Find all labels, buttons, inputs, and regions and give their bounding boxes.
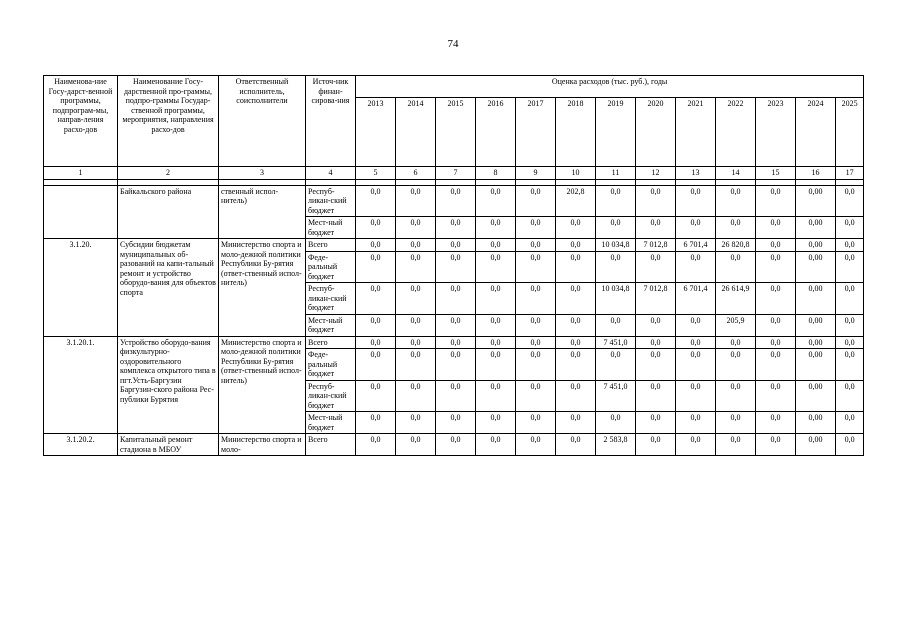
header-year: 2018 xyxy=(556,98,596,167)
row-value: 10 034,8 xyxy=(596,239,636,252)
row-source: Феде-ральный бюджет xyxy=(306,349,356,381)
header-year: 2015 xyxy=(436,98,476,167)
row-value: 0,0 xyxy=(356,251,396,283)
row-value: 0,0 xyxy=(516,239,556,252)
row-value: 0,0 xyxy=(756,349,796,381)
row-value: 0,0 xyxy=(756,336,796,349)
row-value: 202,8 xyxy=(556,185,596,217)
column-number: 10 xyxy=(556,167,596,180)
row-value: 0,0 xyxy=(836,434,864,456)
row-value: 0,0 xyxy=(356,349,396,381)
row-value: 0,0 xyxy=(836,412,864,434)
header-year: 2024 xyxy=(796,98,836,167)
row-value: 0,0 xyxy=(356,380,396,412)
column-numbers-row xyxy=(44,167,864,180)
row-value: 0,0 xyxy=(356,283,396,315)
row-value: 0,00 xyxy=(796,217,836,239)
row-value: 0,0 xyxy=(436,434,476,456)
row-value: 0,0 xyxy=(596,251,636,283)
row-value: 0,0 xyxy=(756,283,796,315)
column-number: 15 xyxy=(756,167,796,180)
row-source: Респуб-ликан-ский бюджет xyxy=(306,283,356,315)
row-value: 0,0 xyxy=(556,412,596,434)
row-value: 0,0 xyxy=(716,380,756,412)
row-value: 0,0 xyxy=(676,412,716,434)
row-value: 0,00 xyxy=(796,412,836,434)
column-number: 13 xyxy=(676,167,716,180)
row-value: 7 012,8 xyxy=(636,283,676,315)
row-value: 0,0 xyxy=(556,283,596,315)
row-value: 0,0 xyxy=(676,314,716,336)
header-year: 2023 xyxy=(756,98,796,167)
row-value: 0,0 xyxy=(836,239,864,252)
row-value: 0,0 xyxy=(396,434,436,456)
row-value: 0,0 xyxy=(556,349,596,381)
header-year: 2020 xyxy=(636,98,676,167)
table-row xyxy=(44,239,864,252)
column-number: 16 xyxy=(796,167,836,180)
budget-table-container xyxy=(43,75,863,456)
row-value: 0,0 xyxy=(636,434,676,456)
row-value: 7 451,0 xyxy=(596,336,636,349)
row-value: 0,00 xyxy=(796,336,836,349)
row-value: 0,0 xyxy=(676,380,716,412)
row-value: 0,00 xyxy=(796,283,836,315)
row-value: 0,0 xyxy=(636,380,676,412)
row-value: 0,0 xyxy=(636,349,676,381)
row-value: 0,0 xyxy=(476,283,516,315)
column-number: 12 xyxy=(636,167,676,180)
table-row xyxy=(44,434,864,456)
header-year: 2017 xyxy=(516,98,556,167)
column-number: 17 xyxy=(836,167,864,180)
row-value: 0,0 xyxy=(716,349,756,381)
row-value: 0,00 xyxy=(796,239,836,252)
row-value: 0,0 xyxy=(756,239,796,252)
row-value: 0,0 xyxy=(676,185,716,217)
header-executor: Ответственный исполнитель, соисполнители xyxy=(219,76,306,167)
row-source: Всего xyxy=(306,239,356,252)
table-row xyxy=(44,185,864,217)
row-value: 0,0 xyxy=(396,217,436,239)
row-value: 0,0 xyxy=(476,349,516,381)
row-value: 0,0 xyxy=(436,251,476,283)
row-value: 0,0 xyxy=(396,380,436,412)
header-estimate: Оценка расходов (тыс. руб.), годы xyxy=(356,76,864,98)
row-source: Всего xyxy=(306,434,356,456)
row-value: 0,0 xyxy=(836,217,864,239)
row-value: 0,0 xyxy=(356,314,396,336)
row-value: 0,0 xyxy=(356,185,396,217)
row-value: 0,0 xyxy=(476,217,516,239)
row-value: 0,0 xyxy=(636,185,676,217)
row-value: 0,0 xyxy=(756,251,796,283)
row-value: 0,0 xyxy=(596,314,636,336)
header-year: 2021 xyxy=(676,98,716,167)
row-value: 0,0 xyxy=(516,217,556,239)
row-code: 3.1.20.1. xyxy=(44,336,118,434)
row-value: 0,0 xyxy=(396,349,436,381)
row-source: Респуб-ликан-ский бюджет xyxy=(306,185,356,217)
header-name: Наименование Госу-дарственной про-граммы, подпро-граммы Государ-ственной программы, мероприятия, направления расхо-дов xyxy=(118,76,219,167)
page-number: 74 xyxy=(447,38,459,50)
row-value: 0,0 xyxy=(396,412,436,434)
row-name: Субсидии бюджетам муниципальных об-разований на капи-тальный ремонт и устройство оборудо-вания для объектов спорта xyxy=(118,239,219,337)
header-year: 2013 xyxy=(356,98,396,167)
table-body xyxy=(44,179,864,456)
row-value: 0,0 xyxy=(516,349,556,381)
row-name: Устройство оборудо-вания физкультурно-оздоровительного комплекса открытого типа в пгт.Усть-Баргузин Баргузин-ского района Рес-публики Бурятия xyxy=(118,336,219,434)
row-value: 0,00 xyxy=(796,380,836,412)
column-number: 14 xyxy=(716,167,756,180)
row-value: 0,0 xyxy=(436,412,476,434)
row-value: 0,0 xyxy=(356,412,396,434)
row-value: 0,0 xyxy=(756,434,796,456)
row-value: 0,0 xyxy=(836,251,864,283)
row-value: 10 034,8 xyxy=(596,283,636,315)
row-value: 0,0 xyxy=(436,239,476,252)
row-value: 0,0 xyxy=(756,380,796,412)
row-value: 26 614,9 xyxy=(716,283,756,315)
row-value: 2 583,8 xyxy=(596,434,636,456)
row-value: 0,0 xyxy=(356,434,396,456)
row-value: 0,00 xyxy=(796,251,836,283)
row-value: 0,0 xyxy=(356,336,396,349)
row-source: Мест-ный бюджет xyxy=(306,217,356,239)
row-source: Всего xyxy=(306,336,356,349)
row-value: 0,0 xyxy=(636,336,676,349)
row-source: Респуб-ликан-ский бюджет xyxy=(306,380,356,412)
row-source: Мест-ный бюджет xyxy=(306,314,356,336)
row-value: 0,0 xyxy=(756,412,796,434)
row-value: 0,0 xyxy=(436,314,476,336)
row-value: 205,9 xyxy=(716,314,756,336)
row-value: 0,0 xyxy=(436,185,476,217)
row-value: 0,0 xyxy=(556,380,596,412)
row-value: 0,0 xyxy=(716,185,756,217)
row-value: 0,0 xyxy=(596,185,636,217)
row-value: 0,0 xyxy=(556,239,596,252)
row-value: 0,0 xyxy=(596,217,636,239)
header-year: 2025 xyxy=(836,98,864,167)
row-code: 3.1.20. xyxy=(44,239,118,337)
row-value: 0,0 xyxy=(716,217,756,239)
row-value: 0,0 xyxy=(716,251,756,283)
column-number: 5 xyxy=(356,167,396,180)
row-value: 0,00 xyxy=(796,434,836,456)
row-value: 0,0 xyxy=(836,380,864,412)
row-value: 0,0 xyxy=(556,217,596,239)
row-value: 0,0 xyxy=(556,434,596,456)
row-value: 0,0 xyxy=(436,336,476,349)
row-value: 0,0 xyxy=(356,217,396,239)
row-value: 0,0 xyxy=(436,283,476,315)
row-value: 6 701,4 xyxy=(676,239,716,252)
row-value: 0,0 xyxy=(836,314,864,336)
row-value: 0,00 xyxy=(796,185,836,217)
row-value: 0,0 xyxy=(476,185,516,217)
row-value: 0,0 xyxy=(836,283,864,315)
row-value: 0,0 xyxy=(476,336,516,349)
row-executor: Министерство спорта и моло-дежной политики Республики Бу-рятия (ответ-ственный испол-нитель) xyxy=(219,239,306,337)
row-value: 0,0 xyxy=(516,412,556,434)
row-value: 0,0 xyxy=(396,185,436,217)
row-value: 7 451,0 xyxy=(596,380,636,412)
row-executor: Министерство спорта и моло-дежной политики Республики Бу-рятия (ответ-ственный испол-нитель) xyxy=(219,336,306,434)
row-value: 0,00 xyxy=(796,349,836,381)
row-value: 0,00 xyxy=(796,314,836,336)
row-value: 0,0 xyxy=(596,412,636,434)
row-value: 0,0 xyxy=(476,251,516,283)
row-value: 0,0 xyxy=(716,336,756,349)
row-value: 0,0 xyxy=(556,251,596,283)
row-value: 0,0 xyxy=(516,185,556,217)
row-value: 0,0 xyxy=(676,349,716,381)
row-value: 0,0 xyxy=(636,412,676,434)
row-name: Байкальского района xyxy=(118,185,219,239)
row-value: 0,0 xyxy=(396,283,436,315)
column-number: 8 xyxy=(476,167,516,180)
row-executor: ственный испол-нитель) xyxy=(219,185,306,239)
column-number: 4 xyxy=(306,167,356,180)
row-code xyxy=(44,185,118,239)
column-number: 2 xyxy=(118,167,219,180)
row-value: 0,0 xyxy=(516,434,556,456)
row-value: 0,0 xyxy=(836,336,864,349)
row-value: 26 820,8 xyxy=(716,239,756,252)
row-value: 0,0 xyxy=(676,251,716,283)
column-number: 6 xyxy=(396,167,436,180)
row-value: 0,0 xyxy=(676,217,716,239)
row-value: 0,0 xyxy=(516,314,556,336)
column-number: 9 xyxy=(516,167,556,180)
row-value: 0,0 xyxy=(356,239,396,252)
row-value: 0,0 xyxy=(676,434,716,456)
row-executor: Министерство спорта и моло- xyxy=(219,434,306,456)
row-value: 0,0 xyxy=(676,336,716,349)
row-value: 0,0 xyxy=(476,314,516,336)
row-value: 0,0 xyxy=(636,217,676,239)
row-value: 0,0 xyxy=(396,251,436,283)
row-value: 0,0 xyxy=(476,380,516,412)
row-value: 0,0 xyxy=(756,314,796,336)
row-value: 0,0 xyxy=(556,314,596,336)
row-value: 0,0 xyxy=(756,217,796,239)
budget-table xyxy=(43,75,864,456)
row-value: 0,0 xyxy=(636,251,676,283)
header-program: Наименова-ние Госу-дарст-венной программы, подпрограм-мы, направ-ления расхо-дов xyxy=(44,76,118,167)
row-value: 0,0 xyxy=(436,380,476,412)
row-value: 0,0 xyxy=(836,185,864,217)
header-year: 2014 xyxy=(396,98,436,167)
header-year: 2019 xyxy=(596,98,636,167)
row-value: 0,0 xyxy=(556,336,596,349)
row-value: 0,0 xyxy=(716,412,756,434)
row-value: 7 012,8 xyxy=(636,239,676,252)
header-source: Источ-ник финан-сирова-ния xyxy=(306,76,356,167)
column-number: 1 xyxy=(44,167,118,180)
header-year: 2022 xyxy=(716,98,756,167)
row-value: 0,0 xyxy=(836,349,864,381)
row-name: Капитальный ремонт стадиона в МБОУ xyxy=(118,434,219,456)
row-value: 0,0 xyxy=(476,434,516,456)
column-number: 7 xyxy=(436,167,476,180)
header-year: 2016 xyxy=(476,98,516,167)
row-value: 0,0 xyxy=(756,185,796,217)
row-value: 0,0 xyxy=(596,349,636,381)
row-value: 0,0 xyxy=(476,239,516,252)
row-value: 0,0 xyxy=(476,412,516,434)
column-number: 3 xyxy=(219,167,306,180)
row-value: 0,0 xyxy=(716,434,756,456)
row-value: 6 701,4 xyxy=(676,283,716,315)
row-value: 0,0 xyxy=(516,251,556,283)
row-value: 0,0 xyxy=(516,283,556,315)
row-source: Феде-ральный бюджет xyxy=(306,251,356,283)
row-value: 0,0 xyxy=(436,349,476,381)
row-code: 3.1.20.2. xyxy=(44,434,118,456)
row-value: 0,0 xyxy=(396,336,436,349)
row-value: 0,0 xyxy=(516,336,556,349)
table-row xyxy=(44,336,864,349)
row-value: 0,0 xyxy=(436,217,476,239)
column-number: 11 xyxy=(596,167,636,180)
row-value: 0,0 xyxy=(516,380,556,412)
row-source: Мест-ный бюджет xyxy=(306,412,356,434)
row-value: 0,0 xyxy=(396,239,436,252)
row-value: 0,0 xyxy=(636,314,676,336)
row-value: 0,0 xyxy=(396,314,436,336)
